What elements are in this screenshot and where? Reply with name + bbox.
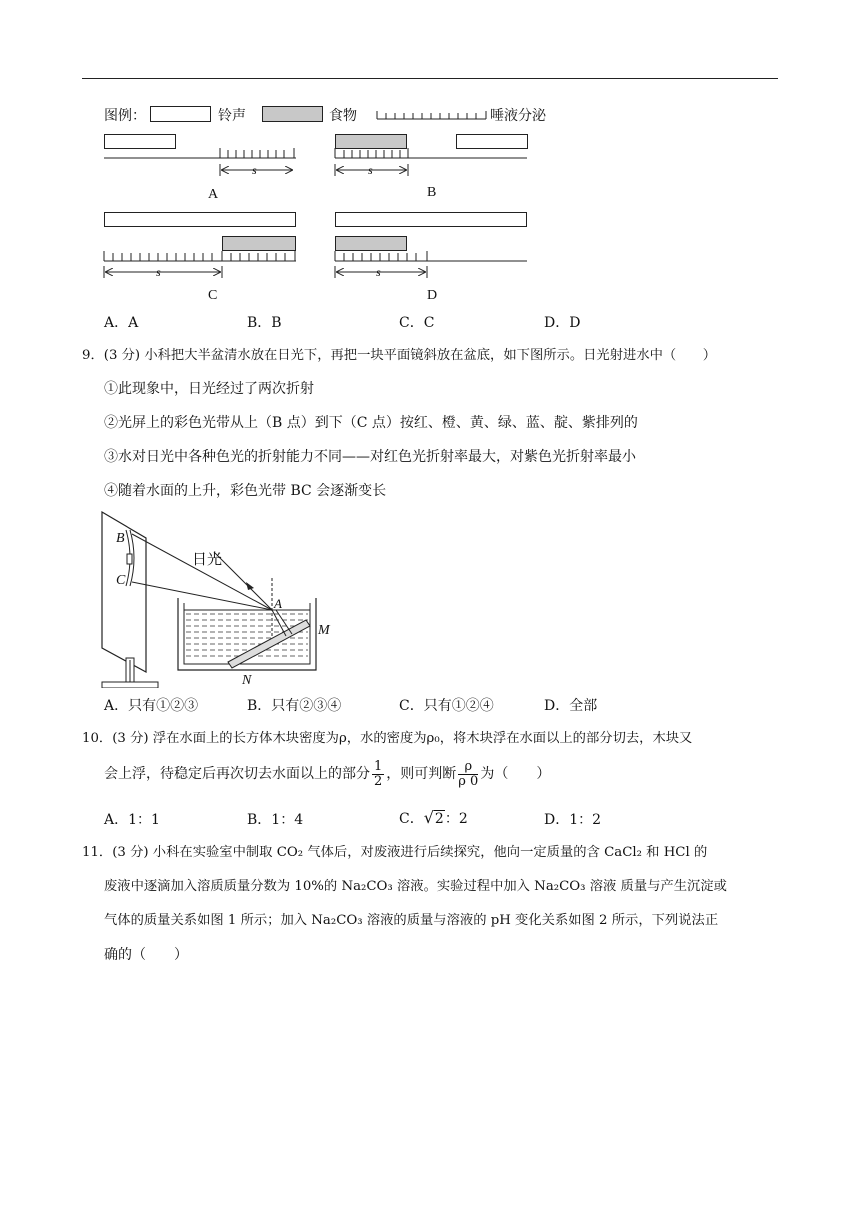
frac-half-num: 1: [374, 758, 383, 774]
q10-fraction-rho: [458, 760, 478, 789]
q10-option-b[interactable]: B．1：4: [247, 812, 304, 828]
q11-line-3: 气体的质量关系如图 1 所示；加入 Na₂CO₃ 溶液的质量与溶液的 pH 变化关系如图 2 所示，下列说法正: [104, 913, 719, 928]
q8-option-a[interactable]: A．A: [104, 315, 139, 331]
conditioning-panels-figure: [0, 126, 860, 306]
panel-b: [335, 135, 528, 201]
q10-line-2-mid: ，则可判断: [386, 766, 457, 782]
q8-option-c[interactable]: C．C: [399, 315, 435, 331]
q9-stem: 9．(3 分) 小科把大半盆清水放在日光下，再把一块平面镜斜放在盆底，如下图所示。日光射进水中（ ）: [82, 348, 717, 363]
panel-a-s-label: s: [252, 163, 257, 177]
q9-option-a[interactable]: A．只有①②③: [104, 698, 199, 714]
point-b-label: B: [116, 531, 125, 546]
q10-line-2: [104, 754, 550, 794]
q9-statement-3: ③水对日光中各种色光的折射能力不同——对红色光折射率最大，对紫色光折射率最小: [104, 449, 636, 465]
panel-a: [104, 135, 296, 203]
q10-option-a[interactable]: A．1：1: [104, 812, 160, 828]
legend-food-label: 食物: [329, 109, 357, 124]
q9-statement-4: ④随着水面的上升，彩色光带 BC 会逐渐变长: [104, 483, 387, 499]
point-m-label: M: [318, 623, 330, 638]
q10-line-2-text: 会上浮，待稳定后再次切去水面以上的部分: [104, 766, 370, 782]
legend-food-swatch: [262, 106, 324, 124]
point-n-label: N: [242, 673, 252, 688]
sqrt-icon: √: [423, 808, 434, 827]
sqrt-radicand: 2: [434, 811, 444, 827]
q10-option-d[interactable]: D．1：2: [544, 812, 602, 828]
legend-bell-swatch: [150, 106, 212, 124]
point-a-label: A: [274, 596, 282, 611]
panel-c: [104, 213, 296, 304]
q10-option-c-tail: ：2: [444, 811, 468, 827]
legend-prefix: 图例：: [104, 109, 146, 124]
panel-b-s-label: s: [368, 163, 373, 177]
q11-line-2: 废液中逐滴加入溶质质量分数为 10%的 Na₂CO₃ 溶液。实验过程中加入 Na₂CO₃ 溶液 质量与产生沉淀或: [104, 879, 727, 894]
panel-d: [335, 213, 527, 304]
header-rule: [82, 78, 778, 79]
q9-option-b[interactable]: B．只有②③④: [247, 698, 342, 714]
sun-light-label: 日光: [192, 552, 223, 568]
panel-a-label: A: [208, 187, 219, 202]
panel-b-label: B: [427, 185, 437, 200]
panel-d-s-label: s: [376, 265, 381, 279]
point-c-label: C: [116, 573, 126, 588]
q10-fraction-half: [372, 760, 384, 789]
q9-statement-2: ②光屏上的彩色光带从上（B 点）到下（C 点）按红、橙、黄、绿、蓝、靛、紫排列的: [104, 415, 638, 431]
frac-rho-num: ρ: [458, 760, 478, 775]
panel-d-label: D: [427, 288, 438, 303]
q11-line-1: 11．(3 分) 小科在实验室中制取 CO₂ 气体后，对废液进行后续探究，他向一定质量的含 CaCl₂ 和 HCl 的: [82, 845, 708, 860]
frac-half-den: 2: [374, 773, 383, 789]
q9-option-c[interactable]: C．只有①②④: [399, 698, 494, 714]
q10-option-c[interactable]: [399, 808, 468, 829]
q11-line-4: 确的（ ）: [104, 947, 188, 963]
legend-bell-label: 铃声: [218, 109, 246, 124]
q8-option-d[interactable]: D．D: [544, 315, 581, 331]
q10-line-1: 10．(3 分) 浮在水面上的长方体木块密度为ρ，水的密度为ρ₀，将木块浮在水面以上的部分切去，木块又: [82, 731, 693, 746]
q9-option-d[interactable]: D．全部: [544, 698, 598, 714]
frac-rho-den: ρ 0: [458, 773, 479, 789]
panel-c-label: C: [208, 288, 218, 303]
q8-option-b[interactable]: B．B: [247, 315, 282, 331]
legend-saliva-label: 唾液分泌: [490, 109, 546, 124]
q10-line-2-end: 为（ ）: [480, 766, 551, 782]
q10-option-c-prefix: C．: [399, 811, 424, 827]
panel-c-s-label: s: [156, 265, 161, 279]
prism-water-figure: [96, 508, 346, 688]
legend-saliva-swatch: [376, 106, 488, 124]
q9-statement-1: ①此现象中，日光经过了两次折射: [104, 381, 314, 397]
